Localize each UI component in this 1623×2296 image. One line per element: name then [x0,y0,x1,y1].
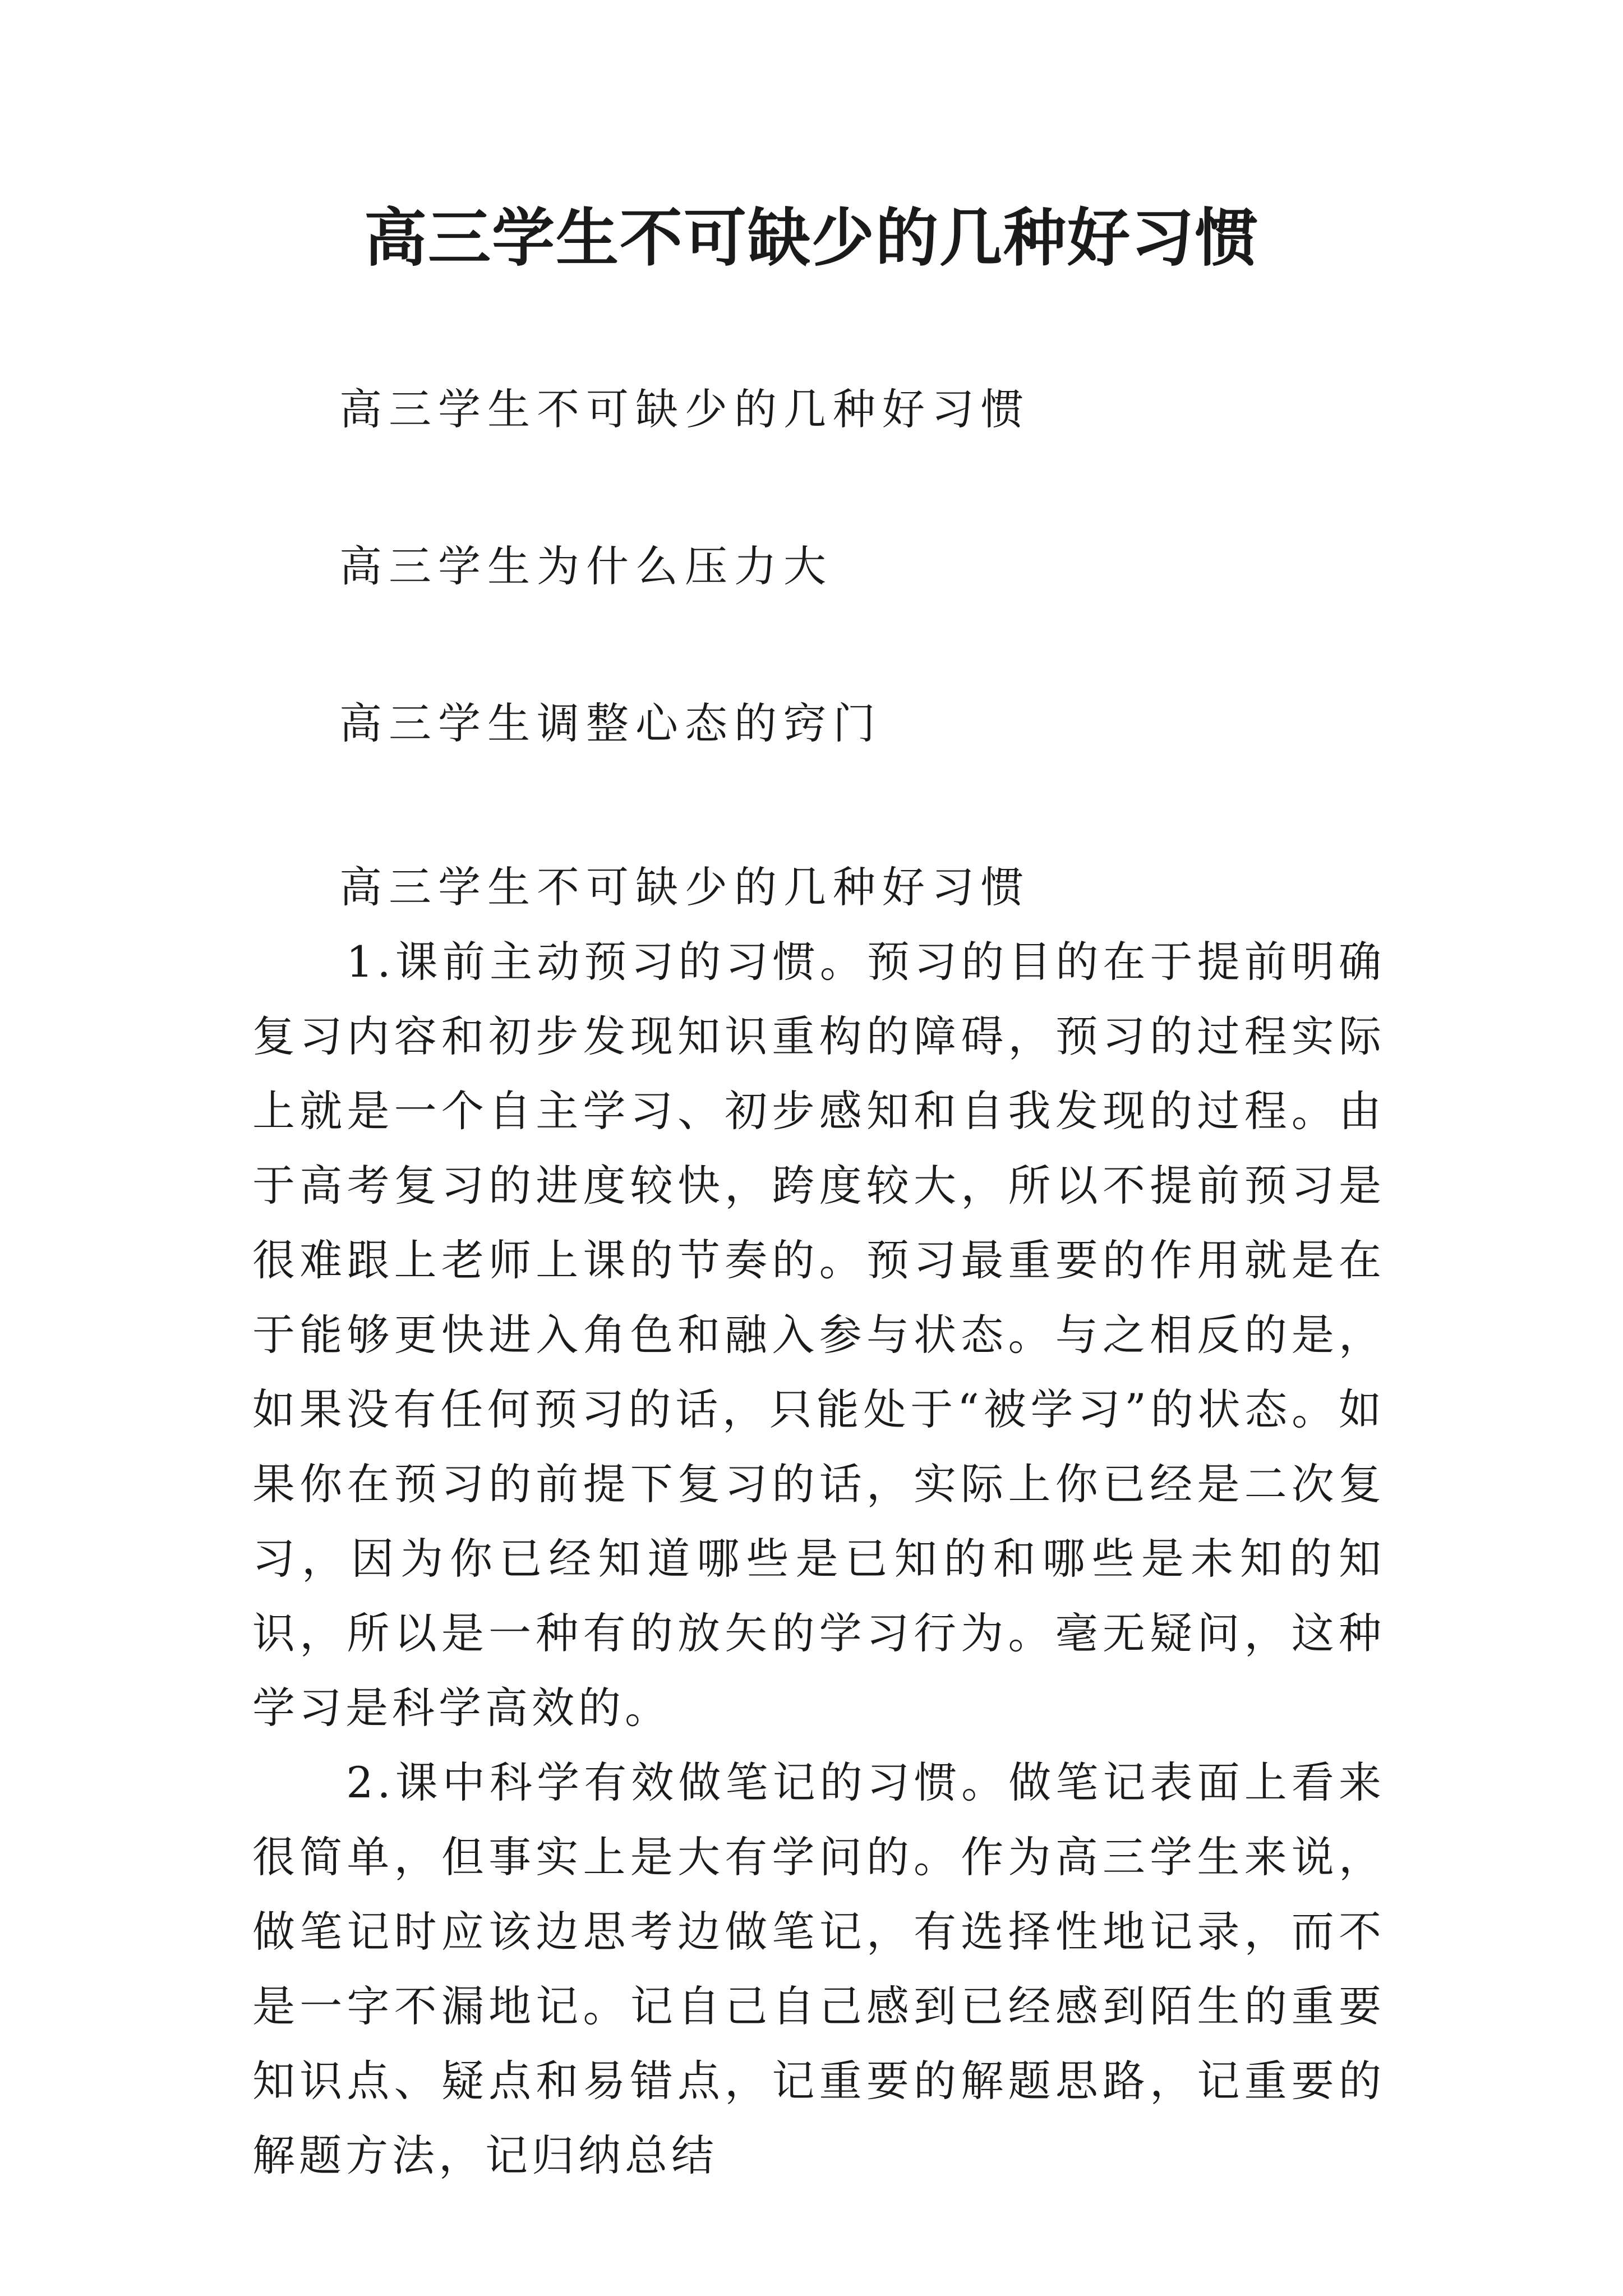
toc-item-habits: 高三学生不可缺少的几种好习惯 [339,384,1030,434]
section-heading: 高三学生不可缺少的几种好习惯 [339,862,1030,912]
toc-item-pressure: 高三学生为什么压力大 [339,541,833,591]
toc-item-mindset: 高三学生调整心态的窍门 [339,698,882,748]
paragraph-notes-habit: 2.课中科学有效做笔记的习惯。做笔记表面上看来很简单，但事实上是大有学问的。作为高三学生来说，做笔记时应该边思考边做笔记，有选择性地记录，而不是一字不漏地记。记自己自己感到已经感到陌生的重要知识点、疑点和易错点，记重要的解题思路，记重要的解题方法，记归纳总结 [252,1757,1385,2180]
paragraph-preview-habit: 1.课前主动预习的习惯。预习的目的在于提前明确复习内容和初步发现知识重构的障碍，预习的过程实际上就是一个自主学习、初步感知和自我发现的过程。由于高考复习的进度较快，跨度较大，所以不提前预习是很难跟上老师上课的节奏的。预习最重要的作用就是在于能够更快进入角色和融入参与状态。与之相反的是，如果没有任何预习的话，只能处于“被学习”的状态。如果你在预习的前提下复习的话，实际上你已经是二次复习，因为你已经知道哪些是已知的和哪些是未知的知识，所以是一种有的放矢的学习行为。毫无疑问，这种学习是科学高效的。 [252,937,1385,1733]
document-body [252,850,1385,2193]
document-title: 高三学生不可缺少的几种好习惯 [364,201,1259,275]
